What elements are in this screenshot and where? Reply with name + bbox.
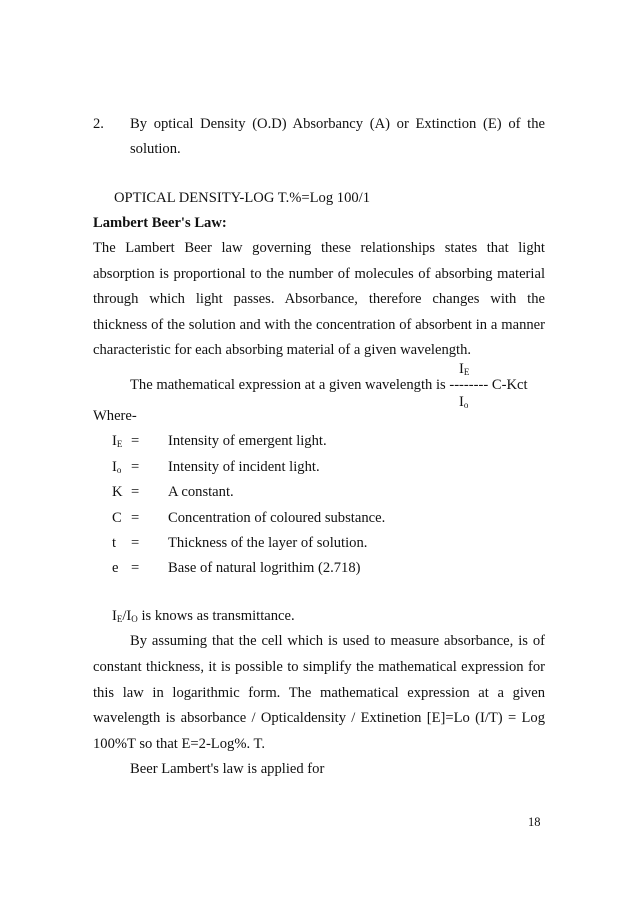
definition-description: Intensity of incident light. — [168, 459, 320, 475]
paragraph-line: 100%T so that E=2-Log%. T. — [93, 736, 265, 752]
definition-description: Concentration of coloured substance. — [168, 510, 386, 526]
definition-equals: = — [131, 510, 140, 526]
definition-description: Intensity of emergent light. — [168, 433, 327, 449]
definition-equals: = — [131, 459, 140, 475]
transmittance-line: $I_E/I_O$ is knows as transmittance. — [112, 608, 295, 624]
paragraph-line: constant thickness, it is possible to simplify the mathematical expression for — [93, 659, 545, 675]
definition-equals: = — [131, 433, 140, 449]
paragraph-line: through which light passes. Absorbance, therefore changes with the — [93, 291, 545, 307]
optical-density-formula: OPTICAL DENSITY-LOG T.%=Log 100/1 — [114, 190, 371, 206]
paragraph-line: The Lambert Beer law governing these relationships states that light — [93, 240, 545, 256]
definition-description: A constant. — [168, 484, 234, 500]
paragraph-line: characteristic for each absorbing material of a given wavelength. — [93, 342, 472, 358]
fraction-numerator: $I_E$ — [459, 361, 470, 377]
page-number: 18 — [528, 815, 541, 829]
definition-equals: = — [131, 535, 140, 551]
definition-symbol: e — [112, 560, 119, 576]
definition-equals: = — [131, 484, 140, 500]
definition-description: Base of natural logrithim (2.718) — [168, 560, 361, 576]
math-expression: The mathematical expression at a given wavelength is -------- C-Kct — [130, 377, 528, 393]
closing-line: Beer Lambert's law is applied for — [130, 761, 325, 777]
definition-symbol: C — [112, 510, 122, 526]
definition-description: Thickness of the layer of solution. — [168, 535, 368, 551]
definition-symbol: $I_E$ — [112, 433, 123, 449]
definition-symbol: K — [112, 484, 123, 500]
section-heading: Lambert Beer's Law: — [93, 215, 227, 231]
definition-equals: = — [131, 560, 140, 576]
definition-symbol: $I_o$ — [112, 459, 122, 475]
item-text-line1: By optical Density (O.D) Absorbancy (A) or Extinction (E) of the — [130, 116, 545, 132]
paragraph-line: this law in logarithmic form. The mathematical expression at a given — [93, 685, 545, 701]
item-number: 2. — [93, 116, 104, 132]
where-label: Where- — [93, 408, 137, 424]
paragraph-line: absorption is proportional to the number of molecules of absorbing material — [93, 266, 545, 282]
fraction-denominator: $I_o$ — [459, 394, 469, 410]
paragraph-line: wavelength is absorbance / Opticaldensity / Extinetion [E]=Lo (I/T) = Log — [93, 710, 545, 726]
paragraph-line: thickness of the solution and with the concentration of absorbent in a manner — [93, 317, 545, 333]
definition-symbol: t — [112, 535, 117, 551]
item-text-line2: solution. — [130, 141, 181, 157]
paragraph-line: By assuming that the cell which is used to measure absorbance, is of — [130, 633, 545, 649]
